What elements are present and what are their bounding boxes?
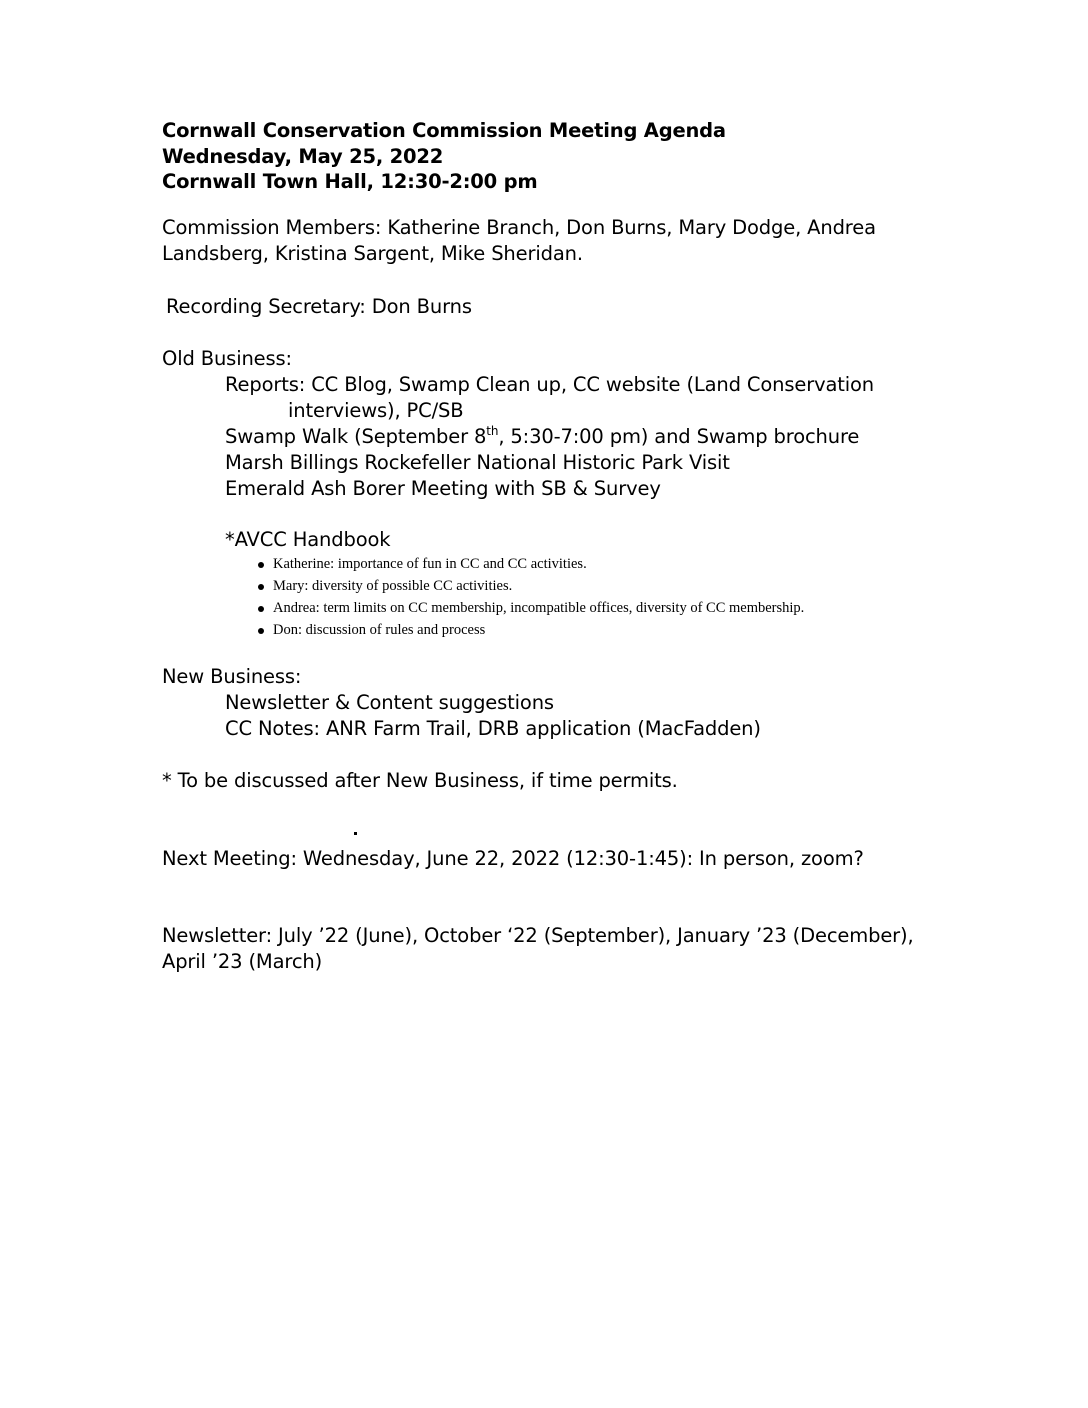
list-item-text: Mary: diversity of possible CC activities. <box>273 578 513 594</box>
ash-borer-item: Emerald Ash Borer Meeting with SB & Survey <box>225 477 661 500</box>
next-meeting: Next Meeting: Wednesday, June 22, 2022 (12:30-1:45): In person, zoom? <box>162 847 864 870</box>
commission-members <box>162 215 876 267</box>
stray-mark <box>354 832 357 835</box>
marsh-visit-item: Marsh Billings Rockefeller National Historic Park Visit <box>225 451 730 474</box>
cc-notes-item: CC Notes: ANR Farm Trail, DRB application (MacFadden) <box>225 717 761 740</box>
newsletter-line-1: Newsletter: July ’22 (June), October ‘22 (September), January ’23 (December), <box>162 924 914 947</box>
bullet-icon <box>258 562 264 568</box>
old-business-heading: Old Business: <box>162 347 292 370</box>
members-line-2: Landsberg, Kristina Sargent, Mike Sheridan. <box>162 242 583 265</box>
newsletter-line-2: April ’23 (March) <box>162 950 323 973</box>
avcc-handbook-heading: *AVCC Handbook <box>225 528 391 551</box>
newsletter-content-item: Newsletter & Content suggestions <box>225 691 554 714</box>
reports-item: Reports: CC Blog, Swamp Clean up, CC website (Land Conservation <box>225 373 875 396</box>
new-business-section <box>162 664 761 742</box>
list-item <box>258 575 804 597</box>
list-item <box>258 597 804 619</box>
old-business-section <box>162 346 874 502</box>
newsletter-schedule <box>162 923 914 975</box>
bullet-icon <box>258 606 264 612</box>
list-item-text: Katherine: importance of fun in CC and CC activities. <box>273 556 587 572</box>
bullet-icon <box>258 584 264 590</box>
new-business-heading: New Business: <box>162 665 302 688</box>
footnote: * To be discussed after New Business, if time permits. <box>162 769 678 792</box>
list-item-text: Don: discussion of rules and process <box>273 622 486 638</box>
members-line-1: Commission Members: Katherine Branch, Don Burns, Mary Dodge, Andrea <box>162 216 876 239</box>
swamp-walk-text-rest: , 5:30-7:00 pm) and Swamp brochure <box>498 425 860 448</box>
bullet-icon <box>258 628 264 634</box>
list-item-text: Andrea: term limits on CC membership, incompatible offices, diversity of CC membership. <box>273 600 805 616</box>
swamp-walk-text: Swamp Walk (September 8 <box>225 425 487 448</box>
agenda-header <box>162 118 726 195</box>
avcc-handbook-list <box>258 553 804 641</box>
list-item <box>258 619 804 641</box>
list-item <box>258 553 804 575</box>
meeting-date: Wednesday, May 25, 2022 <box>162 144 444 168</box>
reports-item-continued: interviews), PC/SB <box>288 399 464 422</box>
agenda-title: Cornwall Conservation Commission Meeting Agenda <box>162 119 726 142</box>
swamp-walk-ordinal: th <box>486 423 499 438</box>
meeting-location: Cornwall Town Hall, 12:30-2:00 pm <box>162 170 538 193</box>
swamp-walk-item <box>162 424 874 450</box>
recording-secretary: Recording Secretary: Don Burns <box>166 295 472 318</box>
